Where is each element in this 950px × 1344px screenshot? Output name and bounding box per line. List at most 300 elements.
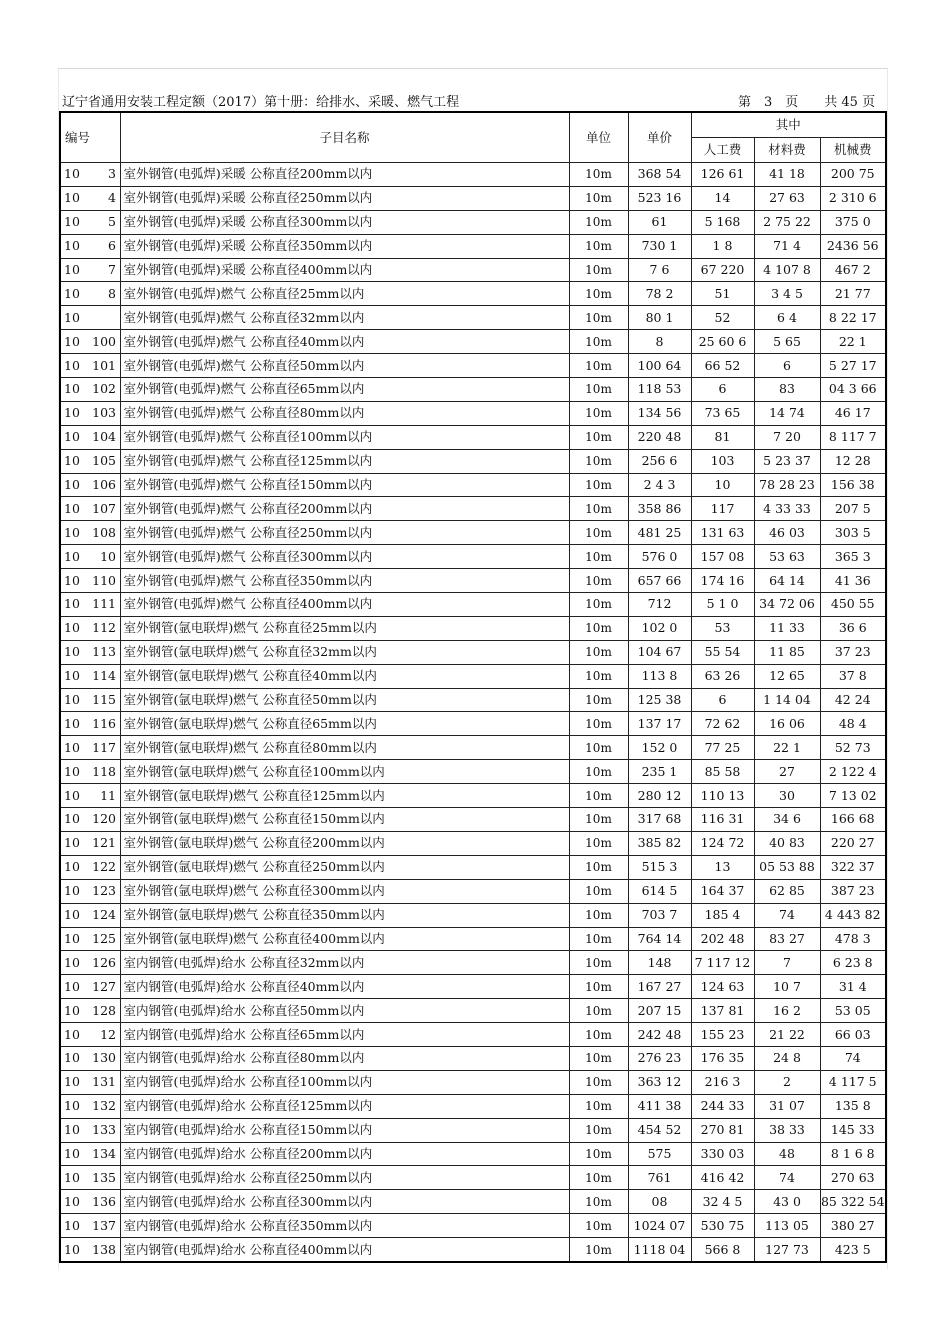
row-code-number: 8 xyxy=(108,285,116,301)
row-labor: 5 168 xyxy=(691,210,754,234)
row-item-name: 室外钢管(电弧焊)采暖 公称直径250mm以内 xyxy=(120,186,569,210)
row-code-number: 6 xyxy=(108,238,116,254)
row-code xyxy=(60,401,120,425)
row-code-number: 113 xyxy=(92,644,116,660)
row-code-section: 10 xyxy=(64,907,80,923)
row-item-name: 室外钢管(氩电联焊)燃气 公称直径125mm以内 xyxy=(120,784,569,808)
row-code-number: 112 xyxy=(92,620,116,636)
table-row xyxy=(60,593,886,617)
table-row xyxy=(60,521,886,545)
row-code xyxy=(60,1023,120,1047)
row-unit: 10m xyxy=(569,163,628,187)
row-unit: 10m xyxy=(569,258,628,282)
row-item-name: 室外钢管(氩电联焊)燃气 公称直径400mm以内 xyxy=(120,927,569,951)
table-row xyxy=(60,330,886,354)
row-unit: 10m xyxy=(569,1166,628,1190)
row-machine: 31 4 xyxy=(820,975,886,999)
row-unit: 10m xyxy=(569,640,628,664)
row-material: 05 53 88 xyxy=(754,855,820,879)
row-code-section: 10 xyxy=(64,835,80,851)
row-code-section: 10 xyxy=(64,214,80,230)
row-machine: 42 24 xyxy=(820,688,886,712)
row-price: 8 xyxy=(628,330,691,354)
row-material: 74 xyxy=(754,1166,820,1190)
row-price: 118 53 xyxy=(628,378,691,402)
row-material: 24 8 xyxy=(754,1046,820,1070)
table-row xyxy=(60,378,886,402)
row-code-section: 10 xyxy=(64,190,80,206)
table-row xyxy=(60,736,886,760)
row-code-section: 10 xyxy=(64,524,80,540)
row-code-number: 137 xyxy=(92,1217,116,1233)
row-price: 1118 04 xyxy=(628,1238,691,1262)
row-labor: 131 63 xyxy=(691,521,754,545)
row-material: 2 xyxy=(754,1070,820,1094)
row-price: 100 64 xyxy=(628,354,691,378)
row-item-name: 室内钢管(电弧焊)给水 公称直径400mm以内 xyxy=(120,1238,569,1262)
row-unit: 10m xyxy=(569,425,628,449)
row-code xyxy=(60,855,120,879)
row-machine: 74 xyxy=(820,1046,886,1070)
row-material: 127 73 xyxy=(754,1238,820,1262)
row-labor: 10 xyxy=(691,473,754,497)
table-row xyxy=(60,808,886,832)
row-code-section: 10 xyxy=(64,596,80,612)
row-unit: 10m xyxy=(569,1046,628,1070)
row-material: 12 65 xyxy=(754,664,820,688)
row-item-name: 室外钢管(电弧焊)燃气 公称直径80mm以内 xyxy=(120,401,569,425)
row-item-name: 室外钢管(氩电联焊)燃气 公称直径250mm以内 xyxy=(120,855,569,879)
table-row xyxy=(60,903,886,927)
row-unit: 10m xyxy=(569,831,628,855)
row-machine: 2 122 4 xyxy=(820,760,886,784)
row-code-number: 7 xyxy=(108,262,116,277)
row-item-name: 室外钢管(电弧焊)采暖 公称直径200mm以内 xyxy=(120,163,569,187)
row-price: 80 1 xyxy=(628,306,691,330)
row-code xyxy=(60,951,120,975)
row-material: 48 xyxy=(754,1142,820,1166)
row-unit: 10m xyxy=(569,1118,628,1142)
row-code-number: 110 xyxy=(92,572,116,588)
row-material: 74 xyxy=(754,903,820,927)
row-code-number: 4 xyxy=(108,190,116,206)
row-material: 27 63 xyxy=(754,186,820,210)
row-price: 104 67 xyxy=(628,640,691,664)
row-code-number: 117 xyxy=(92,739,116,755)
row-machine: 6 23 8 xyxy=(820,951,886,975)
row-code-section: 10 xyxy=(64,644,80,660)
row-unit: 10m xyxy=(569,760,628,784)
row-item-name: 室内钢管(电弧焊)给水 公称直径40mm以内 xyxy=(120,975,569,999)
row-unit: 10m xyxy=(569,975,628,999)
row-labor: 117 xyxy=(691,497,754,521)
row-item-name: 室内钢管(电弧焊)给水 公称直径32mm以内 xyxy=(120,951,569,975)
row-labor: 25 60 6 xyxy=(691,330,754,354)
row-unit: 10m xyxy=(569,569,628,593)
table-row xyxy=(60,234,886,258)
row-material: 6 xyxy=(754,354,820,378)
row-material: 78 28 23 xyxy=(754,473,820,497)
row-unit: 10m xyxy=(569,903,628,927)
row-labor: 124 63 xyxy=(691,975,754,999)
row-code xyxy=(60,831,120,855)
row-code-section: 10 xyxy=(64,1002,80,1018)
row-material: 11 85 xyxy=(754,640,820,664)
row-machine: 270 63 xyxy=(820,1166,886,1190)
row-machine: 21 77 xyxy=(820,282,886,306)
row-code-number: 114 xyxy=(92,668,116,684)
row-labor: 103 xyxy=(691,449,754,473)
row-code-section: 10 xyxy=(64,859,80,875)
row-labor: 174 16 xyxy=(691,569,754,593)
page-indicator: 第 3 页 共 45 页 xyxy=(738,95,876,110)
row-labor: 137 81 xyxy=(691,999,754,1023)
row-code xyxy=(60,1190,120,1214)
row-price: 454 52 xyxy=(628,1118,691,1142)
row-price: 363 12 xyxy=(628,1070,691,1094)
row-price: 385 82 xyxy=(628,831,691,855)
row-code-section: 10 xyxy=(64,238,80,254)
row-labor: 55 54 xyxy=(691,640,754,664)
table-row xyxy=(60,1046,886,1070)
table-row xyxy=(60,1118,886,1142)
row-code-number: 100 xyxy=(92,333,116,349)
row-code xyxy=(60,808,120,832)
row-item-name: 室外钢管(电弧焊)燃气 公称直径300mm以内 xyxy=(120,545,569,569)
row-price: 575 xyxy=(628,1142,691,1166)
row-material: 62 85 xyxy=(754,879,820,903)
row-material: 4 107 8 xyxy=(754,258,820,282)
row-unit: 10m xyxy=(569,282,628,306)
row-item-name: 室外钢管(电弧焊)燃气 公称直径50mm以内 xyxy=(120,354,569,378)
col-price-header: 单价 xyxy=(628,112,691,163)
row-unit: 10m xyxy=(569,999,628,1023)
row-code-number: 5 xyxy=(108,214,116,230)
row-machine: 48 4 xyxy=(820,712,886,736)
row-code xyxy=(60,1214,120,1238)
row-price: 411 38 xyxy=(628,1094,691,1118)
row-code-number: 135 xyxy=(92,1169,116,1185)
table-row xyxy=(60,975,886,999)
table-row xyxy=(60,258,886,282)
row-code xyxy=(60,999,120,1023)
row-code-section: 10 xyxy=(64,1050,80,1066)
row-machine: 156 38 xyxy=(820,473,886,497)
row-labor: 66 52 xyxy=(691,354,754,378)
row-labor: 270 81 xyxy=(691,1118,754,1142)
row-material: 41 18 xyxy=(754,163,820,187)
row-machine: 12 28 xyxy=(820,449,886,473)
row-code-number: 130 xyxy=(92,1050,116,1066)
row-labor: 116 31 xyxy=(691,808,754,832)
row-material: 3 4 5 xyxy=(754,282,820,306)
col-labor-header: 人工费 xyxy=(691,138,754,163)
row-labor: 1 8 xyxy=(691,234,754,258)
row-price: 78 2 xyxy=(628,282,691,306)
row-labor: 6 xyxy=(691,688,754,712)
table-row xyxy=(60,879,886,903)
row-labor: 216 3 xyxy=(691,1070,754,1094)
row-material: 7 20 xyxy=(754,425,820,449)
row-material: 71 4 xyxy=(754,234,820,258)
row-code xyxy=(60,473,120,497)
row-code xyxy=(60,712,120,736)
row-code-number: 107 xyxy=(92,500,116,516)
row-code-section: 10 xyxy=(64,883,80,899)
row-machine: 135 8 xyxy=(820,1094,886,1118)
row-labor: 6 xyxy=(691,378,754,402)
row-code-number: 111 xyxy=(92,596,116,612)
row-price: 368 54 xyxy=(628,163,691,187)
row-unit: 10m xyxy=(569,401,628,425)
table-row xyxy=(60,163,886,187)
row-unit: 10m xyxy=(569,1190,628,1214)
table-row xyxy=(60,545,886,569)
row-code xyxy=(60,569,120,593)
row-code-number: 105 xyxy=(92,453,116,469)
row-code-section: 10 xyxy=(64,715,80,731)
table-row xyxy=(60,784,886,808)
row-unit: 10m xyxy=(569,473,628,497)
row-code xyxy=(60,210,120,234)
row-item-name: 室外钢管(氩电联焊)燃气 公称直径40mm以内 xyxy=(120,664,569,688)
row-machine: 85 322 54 xyxy=(820,1190,886,1214)
row-labor: 32 4 5 xyxy=(691,1190,754,1214)
row-code-number: 106 xyxy=(92,477,116,493)
row-code-number: 125 xyxy=(92,930,116,946)
row-machine: 8 22 17 xyxy=(820,306,886,330)
row-unit: 10m xyxy=(569,210,628,234)
row-labor: 53 xyxy=(691,616,754,640)
row-price: 2 4 3 xyxy=(628,473,691,497)
row-price: 148 xyxy=(628,951,691,975)
row-item-name: 室外钢管(电弧焊)燃气 公称直径100mm以内 xyxy=(120,425,569,449)
row-code-section: 10 xyxy=(64,166,80,182)
row-machine: 36 6 xyxy=(820,616,886,640)
table-row xyxy=(60,473,886,497)
row-labor: 52 xyxy=(691,306,754,330)
row-labor: 63 26 xyxy=(691,664,754,688)
row-labor: 72 62 xyxy=(691,712,754,736)
row-material: 10 7 xyxy=(754,975,820,999)
row-labor: 566 8 xyxy=(691,1238,754,1262)
row-code-section: 10 xyxy=(64,1145,80,1161)
row-code-section: 10 xyxy=(64,763,80,779)
row-unit: 10m xyxy=(569,497,628,521)
row-code xyxy=(60,258,120,282)
row-material: 113 05 xyxy=(754,1214,820,1238)
row-labor: 81 xyxy=(691,425,754,449)
row-item-name: 室外钢管(氩电联焊)燃气 公称直径100mm以内 xyxy=(120,760,569,784)
row-price: 730 1 xyxy=(628,234,691,258)
row-price: 235 1 xyxy=(628,760,691,784)
row-code-section: 10 xyxy=(64,930,80,946)
row-price: 242 48 xyxy=(628,1023,691,1047)
row-item-name: 室外钢管(氩电联焊)燃气 公称直径80mm以内 xyxy=(120,736,569,760)
row-code-section: 10 xyxy=(64,285,80,301)
table-row xyxy=(60,569,886,593)
table-row xyxy=(60,831,886,855)
row-item-name: 室内钢管(电弧焊)给水 公称直径50mm以内 xyxy=(120,999,569,1023)
table-row xyxy=(60,1142,886,1166)
row-unit: 10m xyxy=(569,927,628,951)
row-unit: 10m xyxy=(569,1238,628,1262)
row-machine: 37 23 xyxy=(820,640,886,664)
row-material: 7 xyxy=(754,951,820,975)
row-code xyxy=(60,593,120,617)
table-row xyxy=(60,306,886,330)
row-unit: 10m xyxy=(569,378,628,402)
row-item-name: 室外钢管(电弧焊)采暖 公称直径300mm以内 xyxy=(120,210,569,234)
table-body xyxy=(60,163,886,1262)
row-unit: 10m xyxy=(569,306,628,330)
row-machine: 207 5 xyxy=(820,497,886,521)
row-material: 53 63 xyxy=(754,545,820,569)
row-item-name: 室外钢管(电弧焊)燃气 公称直径65mm以内 xyxy=(120,378,569,402)
row-machine: 4 117 5 xyxy=(820,1070,886,1094)
row-code-number: 10 xyxy=(100,548,116,564)
row-code xyxy=(60,903,120,927)
row-price: 481 25 xyxy=(628,521,691,545)
row-machine: 322 37 xyxy=(820,855,886,879)
row-labor: 14 xyxy=(691,186,754,210)
row-machine: 2 310 6 xyxy=(820,186,886,210)
row-code xyxy=(60,616,120,640)
row-code-section: 10 xyxy=(64,1217,80,1233)
row-code-number: 136 xyxy=(92,1193,116,1209)
row-code xyxy=(60,1118,120,1142)
col-name-header: 子目名称 xyxy=(120,112,569,163)
row-code xyxy=(60,1166,120,1190)
row-code xyxy=(60,688,120,712)
row-unit: 10m xyxy=(569,616,628,640)
row-code xyxy=(60,378,120,402)
row-item-name: 室外钢管(电弧焊)燃气 公称直径350mm以内 xyxy=(120,569,569,593)
row-item-name: 室外钢管(氩电联焊)燃气 公称直径25mm以内 xyxy=(120,616,569,640)
row-code-number: 11 xyxy=(100,787,116,803)
row-labor: 124 72 xyxy=(691,831,754,855)
row-code xyxy=(60,163,120,187)
row-code-section: 10 xyxy=(64,262,80,277)
row-unit: 10m xyxy=(569,688,628,712)
table-row xyxy=(60,951,886,975)
row-machine: 423 5 xyxy=(820,1238,886,1262)
row-code-section: 10 xyxy=(64,692,80,708)
row-material: 43 0 xyxy=(754,1190,820,1214)
row-material: 1 14 04 xyxy=(754,688,820,712)
row-labor: 157 08 xyxy=(691,545,754,569)
row-machine: 8 1 6 8 xyxy=(820,1142,886,1166)
document-title: 辽宁省通用安装工程定额（2017）第十册：给排水、采暖、燃气工程 xyxy=(62,95,460,110)
row-labor: 73 65 xyxy=(691,401,754,425)
row-price: 276 23 xyxy=(628,1046,691,1070)
row-machine: 4 443 82 xyxy=(820,903,886,927)
row-material: 46 03 xyxy=(754,521,820,545)
row-price: 7 6 xyxy=(628,258,691,282)
row-item-name: 室外钢管(氩电联焊)燃气 公称直径32mm以内 xyxy=(120,640,569,664)
row-code-number: 122 xyxy=(92,859,116,875)
row-price: 08 xyxy=(628,1190,691,1214)
row-material: 31 07 xyxy=(754,1094,820,1118)
row-unit: 10m xyxy=(569,879,628,903)
row-unit: 10m xyxy=(569,951,628,975)
row-machine: 8 117 7 xyxy=(820,425,886,449)
row-labor: 176 35 xyxy=(691,1046,754,1070)
table-row xyxy=(60,1166,886,1190)
row-item-name: 室内钢管(电弧焊)给水 公称直径300mm以内 xyxy=(120,1190,569,1214)
row-machine: 46 17 xyxy=(820,401,886,425)
row-material: 27 xyxy=(754,760,820,784)
table-row xyxy=(60,1070,886,1094)
table-row xyxy=(60,449,886,473)
row-machine: 467 2 xyxy=(820,258,886,282)
row-code xyxy=(60,497,120,521)
row-code xyxy=(60,784,120,808)
row-price: 576 0 xyxy=(628,545,691,569)
row-code xyxy=(60,879,120,903)
row-code-number: 103 xyxy=(92,405,116,421)
row-material: 14 74 xyxy=(754,401,820,425)
row-code xyxy=(60,449,120,473)
row-price: 764 14 xyxy=(628,927,691,951)
row-material: 34 6 xyxy=(754,808,820,832)
page-header xyxy=(62,95,884,111)
row-code-number: 138 xyxy=(92,1241,116,1257)
row-labor: 13 xyxy=(691,855,754,879)
row-code xyxy=(60,1094,120,1118)
row-unit: 10m xyxy=(569,1214,628,1238)
row-code-number: 128 xyxy=(92,1002,116,1018)
row-material: 22 1 xyxy=(754,736,820,760)
table-row xyxy=(60,688,886,712)
row-code-section: 10 xyxy=(64,620,80,636)
row-price: 358 86 xyxy=(628,497,691,521)
table-row xyxy=(60,425,886,449)
row-material: 34 72 06 xyxy=(754,593,820,617)
row-price: 761 xyxy=(628,1166,691,1190)
row-code-number: 121 xyxy=(92,835,116,851)
col-machine-header: 机械费 xyxy=(820,138,886,163)
row-machine: 66 03 xyxy=(820,1023,886,1047)
row-machine: 303 5 xyxy=(820,521,886,545)
row-code-section: 10 xyxy=(64,954,80,970)
row-code-section: 10 xyxy=(64,1026,80,1042)
row-item-name: 室外钢管(电弧焊)燃气 公称直径125mm以内 xyxy=(120,449,569,473)
row-code-number: 132 xyxy=(92,1098,116,1114)
row-machine: 53 05 xyxy=(820,999,886,1023)
row-labor: 85 58 xyxy=(691,760,754,784)
row-code-number: 101 xyxy=(92,357,116,373)
table-row xyxy=(60,1214,886,1238)
row-code xyxy=(60,1046,120,1070)
row-code xyxy=(60,640,120,664)
row-code xyxy=(60,1238,120,1262)
row-unit: 10m xyxy=(569,784,628,808)
row-labor: 530 75 xyxy=(691,1214,754,1238)
row-material: 38 33 xyxy=(754,1118,820,1142)
row-code-number: 102 xyxy=(92,381,116,397)
row-unit: 10m xyxy=(569,712,628,736)
row-machine: 478 3 xyxy=(820,927,886,951)
table-row xyxy=(60,1190,886,1214)
row-code xyxy=(60,1142,120,1166)
row-unit: 10m xyxy=(569,593,628,617)
row-price: 152 0 xyxy=(628,736,691,760)
row-code xyxy=(60,234,120,258)
row-code xyxy=(60,330,120,354)
row-item-name: 室外钢管(电弧焊)燃气 公称直径200mm以内 xyxy=(120,497,569,521)
row-item-name: 室外钢管(电弧焊)燃气 公称直径150mm以内 xyxy=(120,473,569,497)
